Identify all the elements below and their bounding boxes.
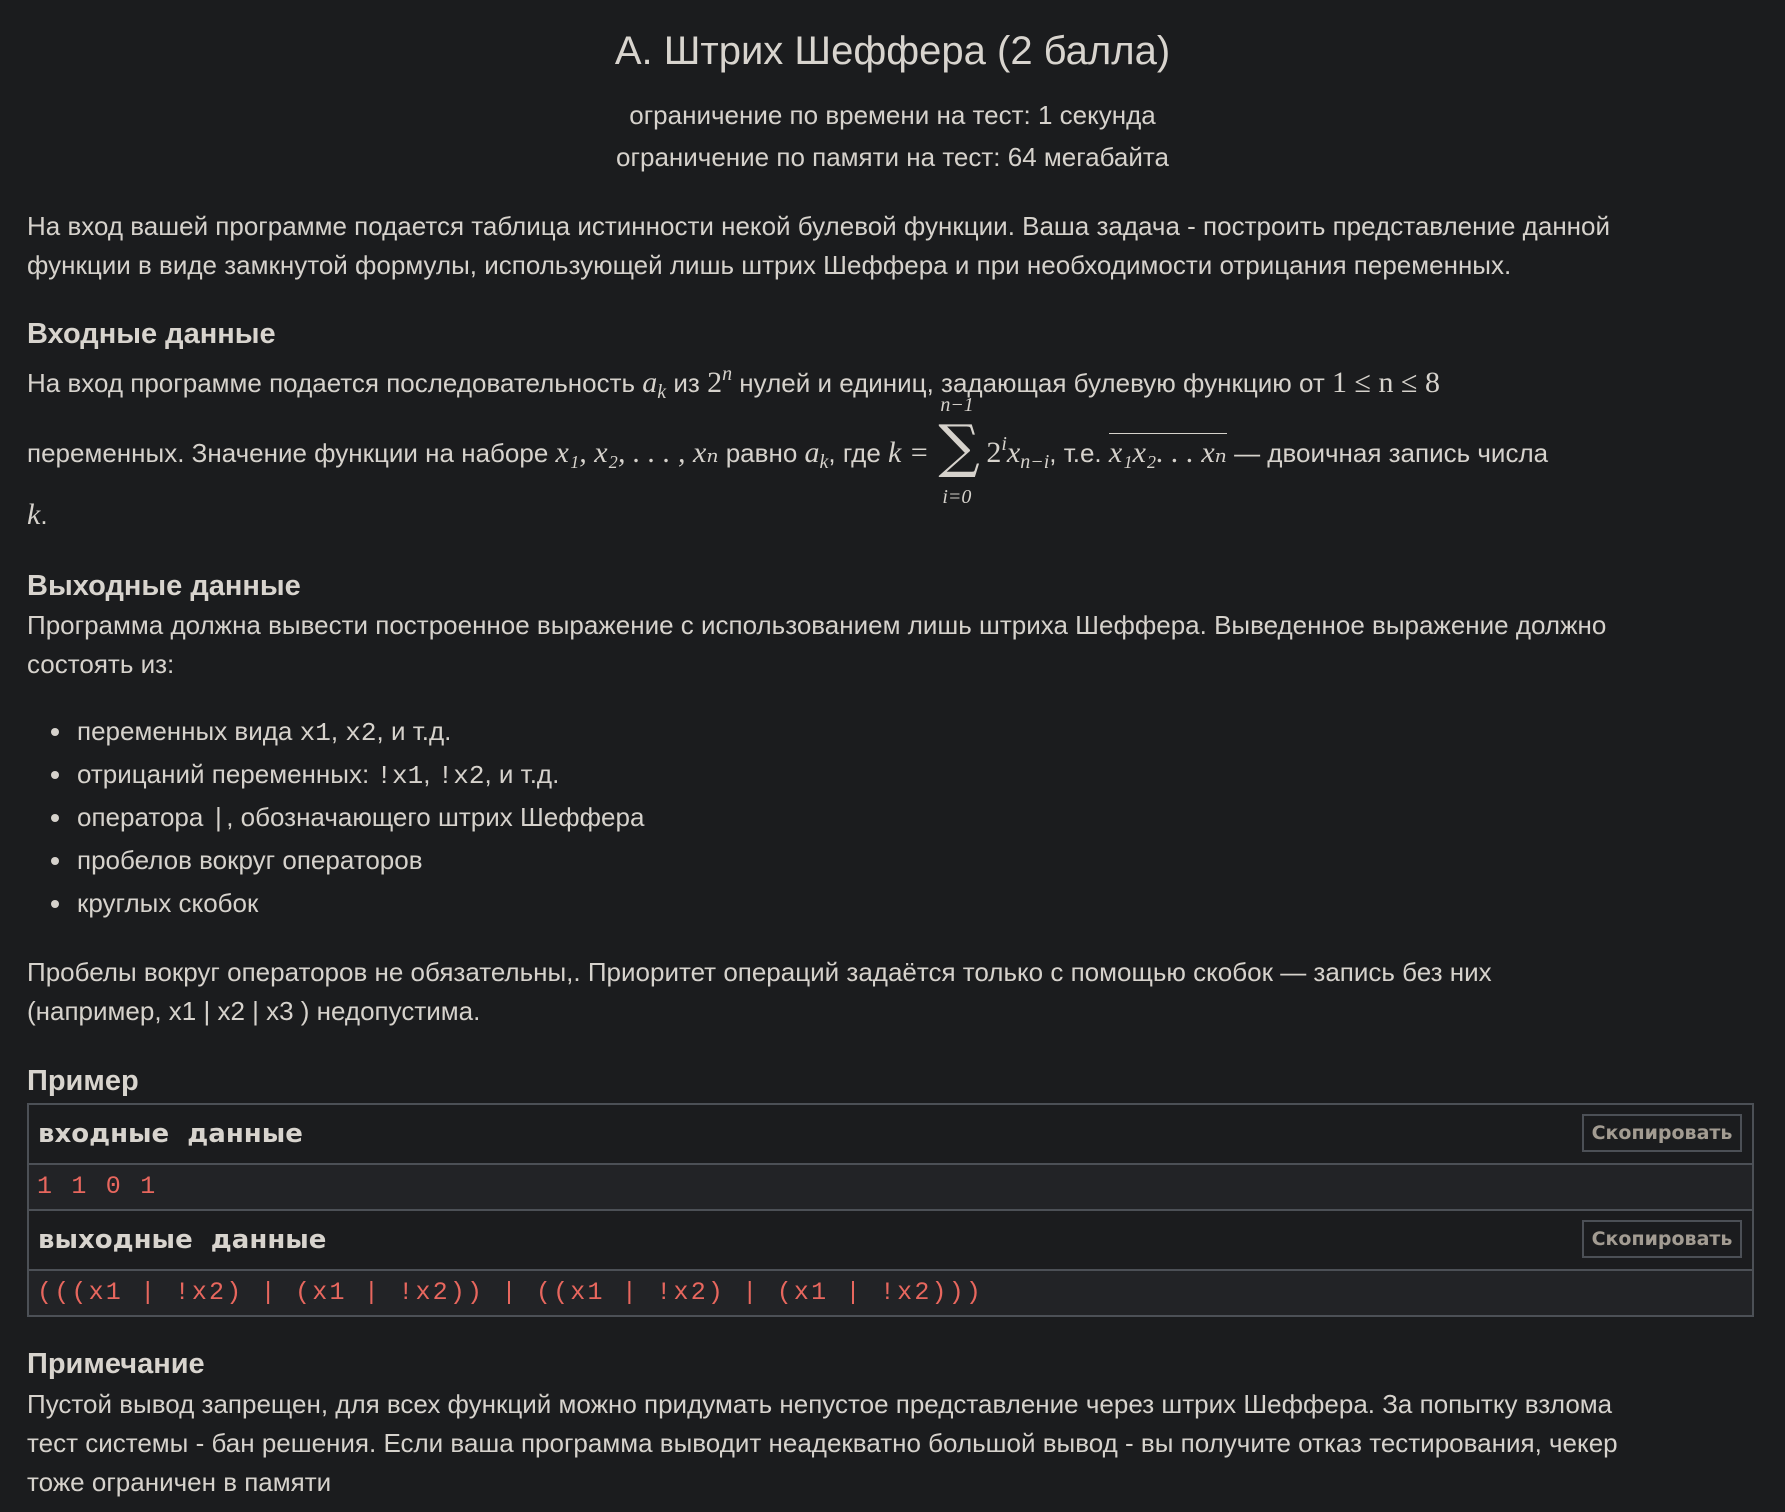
problem-legend: [27, 207, 1762, 285]
time-limit: ограничение по времени на тест: 1 секунда: [629, 100, 1156, 130]
output-section-heading: Выходные данные: [27, 570, 301, 602]
copy-input-button[interactable]: Скопировать: [1582, 1114, 1742, 1152]
note-heading: Примечание: [27, 1348, 205, 1380]
sample-output-header: [29, 1211, 1752, 1271]
math-vars: x₁, x₂, . . . , xₙ: [555, 436, 719, 469]
sum-operator: [938, 394, 984, 508]
output-note-line: (например, x1 | x2 | x3 ) недопустима.: [27, 996, 481, 1026]
output-note: [27, 953, 1762, 1031]
list-item: [27, 753, 644, 796]
text: равно: [718, 438, 805, 468]
bullet-icon: [51, 900, 59, 908]
copy-output-button[interactable]: Скопировать: [1582, 1220, 1742, 1258]
math-a: a: [804, 436, 820, 469]
math-n: n: [722, 363, 733, 385]
bullet-icon: [51, 771, 59, 779]
sample-test: [27, 1103, 1754, 1317]
item-text: ,: [330, 716, 346, 746]
bullet-icon: [51, 857, 59, 865]
inline-code: x1: [299, 718, 331, 748]
note-line: тоже ограничен в памяти: [27, 1467, 332, 1497]
item-text: пробелов вокруг операторов: [77, 845, 423, 875]
sigma-symbol: ∑: [938, 412, 980, 480]
sample-input-header: [29, 1105, 1752, 1165]
note-line: тест системы - бан решения. Если ваша программа выводит неадекватно большой вывод - вы получите отказ тестирования, чекер: [27, 1428, 1618, 1458]
item-text: переменных вида: [77, 716, 300, 746]
item-text: , и т.д.: [376, 716, 452, 746]
problem-title: A. Штрих Шеффера (2 балла): [614, 29, 1171, 73]
math-binary: x₁x₂. . . xₙ: [1109, 433, 1227, 469]
math-n-minus-i: n−i: [1020, 451, 1050, 473]
bullet-icon: [51, 814, 59, 822]
sample-input-value[interactable]: 1 1 0 1: [29, 1165, 1752, 1211]
sample-input-label: входные данные: [38, 1119, 303, 1149]
inline-code: !x2: [437, 761, 485, 791]
item-text: оператора: [77, 802, 211, 832]
math-k: k: [819, 451, 829, 473]
item-text: , обозначающего штрих Шеффера: [226, 802, 645, 832]
output-note-line: Пробелы вокруг операторов не обязательны,. Приоритет операций задаётся только с помощью скобок — запись без них: [27, 957, 1492, 987]
text: .: [40, 500, 48, 530]
example-heading: Пример: [27, 1065, 139, 1097]
text: из: [666, 368, 708, 398]
note-line: Пустой вывод запрещен, для всех функций можно придумать непустое представление через штрих Шеффера. За попытку взлома: [27, 1389, 1613, 1419]
inline-code: |: [210, 804, 227, 834]
memory-limit: ограничение по памяти на тест: 64 мегабайта: [616, 142, 1169, 172]
math-a: a: [642, 366, 658, 399]
math-k: k: [27, 498, 41, 531]
item-text: круглых скобок: [77, 888, 259, 918]
text: нулей и единиц, задающая булевую функцию от: [732, 368, 1333, 398]
inline-code: !x1: [376, 761, 424, 791]
list-item: [27, 839, 644, 882]
item-text: отрицаний переменных:: [77, 759, 377, 789]
text: , где: [828, 438, 889, 468]
note-text: [27, 1385, 1762, 1502]
legend-line: На вход вашей программе подается таблица истинности некой булевой функции. Ваша задача - построить представление данной: [27, 211, 1611, 241]
sum-lower-limit: i=0: [942, 486, 972, 508]
list-item: [27, 796, 644, 839]
output-requirements-list: [27, 710, 644, 925]
output-spec-line: Программа должна вывести построенное выражение с использованием лишь штриха Шеффера. Выведенное выражение должно: [27, 610, 1607, 640]
sample-output-label: выходные данные: [38, 1225, 327, 1255]
sum-upper-limit: n−1: [940, 394, 974, 416]
list-item: [27, 710, 644, 753]
text: — двоичная запись числа: [1226, 438, 1549, 468]
input-spec-line-2: [27, 394, 1762, 508]
input-spec-line-1: [27, 355, 1762, 412]
item-text: , и т.д.: [484, 759, 560, 789]
output-spec-line: состоять из:: [27, 649, 175, 679]
text: На вход программе подается последовательность: [27, 368, 643, 398]
math-two: 2: [707, 366, 723, 399]
math-range: 1 ≤ n ≤ 8: [1332, 366, 1440, 399]
input-spec-line-3: [27, 495, 1762, 535]
math-k-eq: k =: [888, 436, 930, 469]
input-section-heading: Входные данные: [27, 318, 276, 350]
output-spec: [27, 606, 1762, 684]
math-x: x: [1006, 436, 1021, 469]
item-text: ,: [423, 759, 438, 789]
math-k: k: [657, 381, 667, 403]
text: , т.е.: [1049, 438, 1109, 468]
sample-output-value[interactable]: (((x1 | !x2) | (x1 | !x2)) | ((x1 | !x2) | (x1 | !x2))): [29, 1271, 1752, 1315]
text: переменных. Значение функции на наборе: [27, 438, 556, 468]
list-item: [27, 882, 644, 925]
bullet-icon: [51, 728, 59, 736]
legend-line: функции в виде замкнутой формулы, использующей лишь штрих Шеффера и при необходимости отрицания переменных.: [27, 250, 1512, 280]
inline-code: x2: [345, 718, 377, 748]
math-two: 2: [986, 436, 1002, 469]
math-i: i: [1001, 433, 1007, 455]
